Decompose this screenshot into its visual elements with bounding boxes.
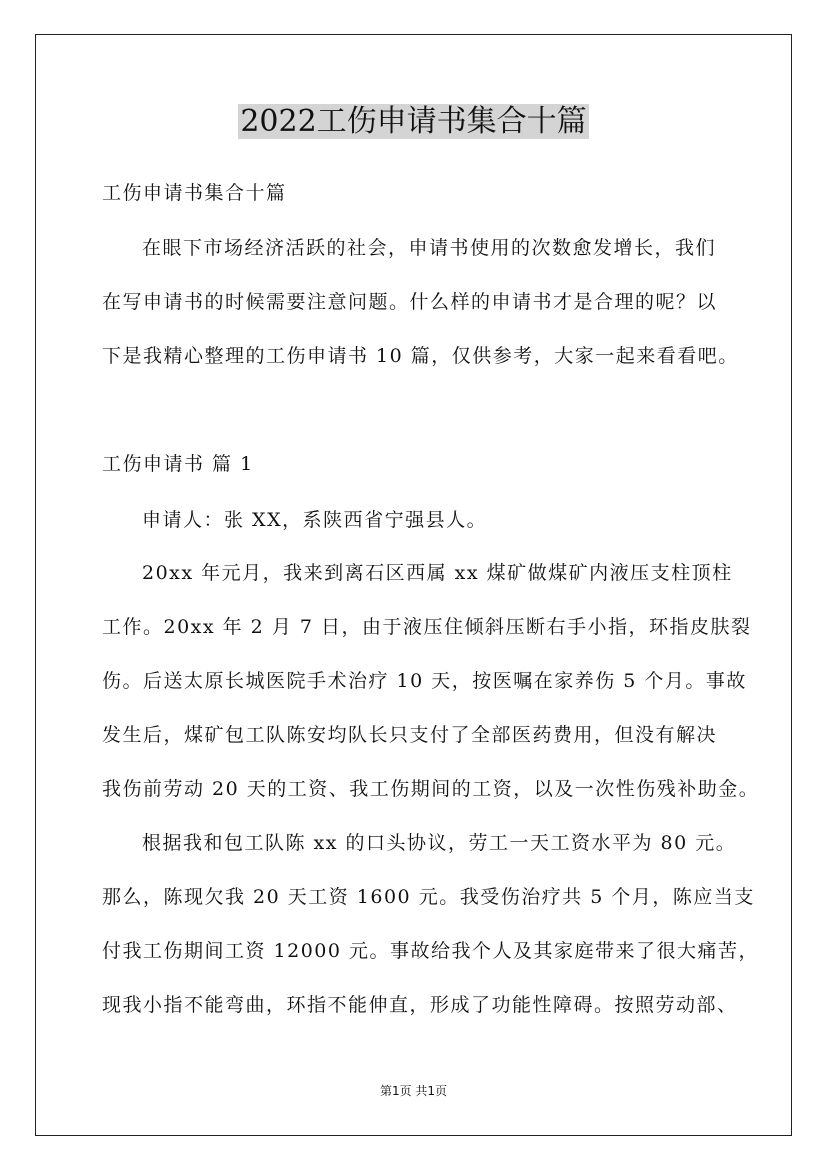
document-subtitle: 工伤申请书集合十篇 [102,182,287,204]
body-line: 20xx 年元月，我来到离石区西属 xx 煤矿做煤矿内液压支柱顶柱 [142,562,733,584]
body-line: 工作。20xx 年 2 月 7 日，由于液压住倾斜压断右手小指，环指皮肤裂 [102,616,752,638]
body-line: 我伤前劳动 20 天的工资、我工伤期间的工资，以及一次性伤残补助金。 [102,778,760,800]
body-line: 根据我和包工队陈 xx 的口头协议，劳工一天工资水平为 80 元。 [142,832,737,854]
intro-line: 在眼下市场经济活跃的社会，申请书使用的次数愈发增长，我们 [142,237,717,259]
page-footer: 第1页 共1页 [379,1084,448,1098]
intro-line: 下是我精心整理的工伤申请书 10 篇，仅供参考，大家一起来看看吧。 [102,345,739,367]
intro-line: 在写申请书的时候需要注意问题。什么样的申请书才是合理的呢？以 [102,291,718,313]
body-line: 现我小指不能弯曲，环指不能伸直，形成了功能性障碍。按照劳动部、 [102,994,738,1016]
body-line: 付我工伤期间工资 12000 元。事故给我个人及其家庭带来了很大痛苦， [102,940,760,962]
applicant-line: 申请人：张 XX，系陕西省宁强县人。 [142,509,488,531]
document-title: 2022工伤申请书集合十篇 [240,104,587,139]
body-line: 发生后，煤矿包工队陈安均队长只支付了全部医药费用，但没有解决 [102,724,718,746]
section-heading: 工伤申请书 篇 1 [102,453,254,475]
body-line: 伤。后送太原长城医院手术治疗 10 天，按医嘱在家养伤 5 个月。事故 [102,670,747,692]
body-line: 那么，陈现欠我 20 天工资 1600 元。我受伤治疗共 5 个月，陈应当支 [102,886,755,908]
